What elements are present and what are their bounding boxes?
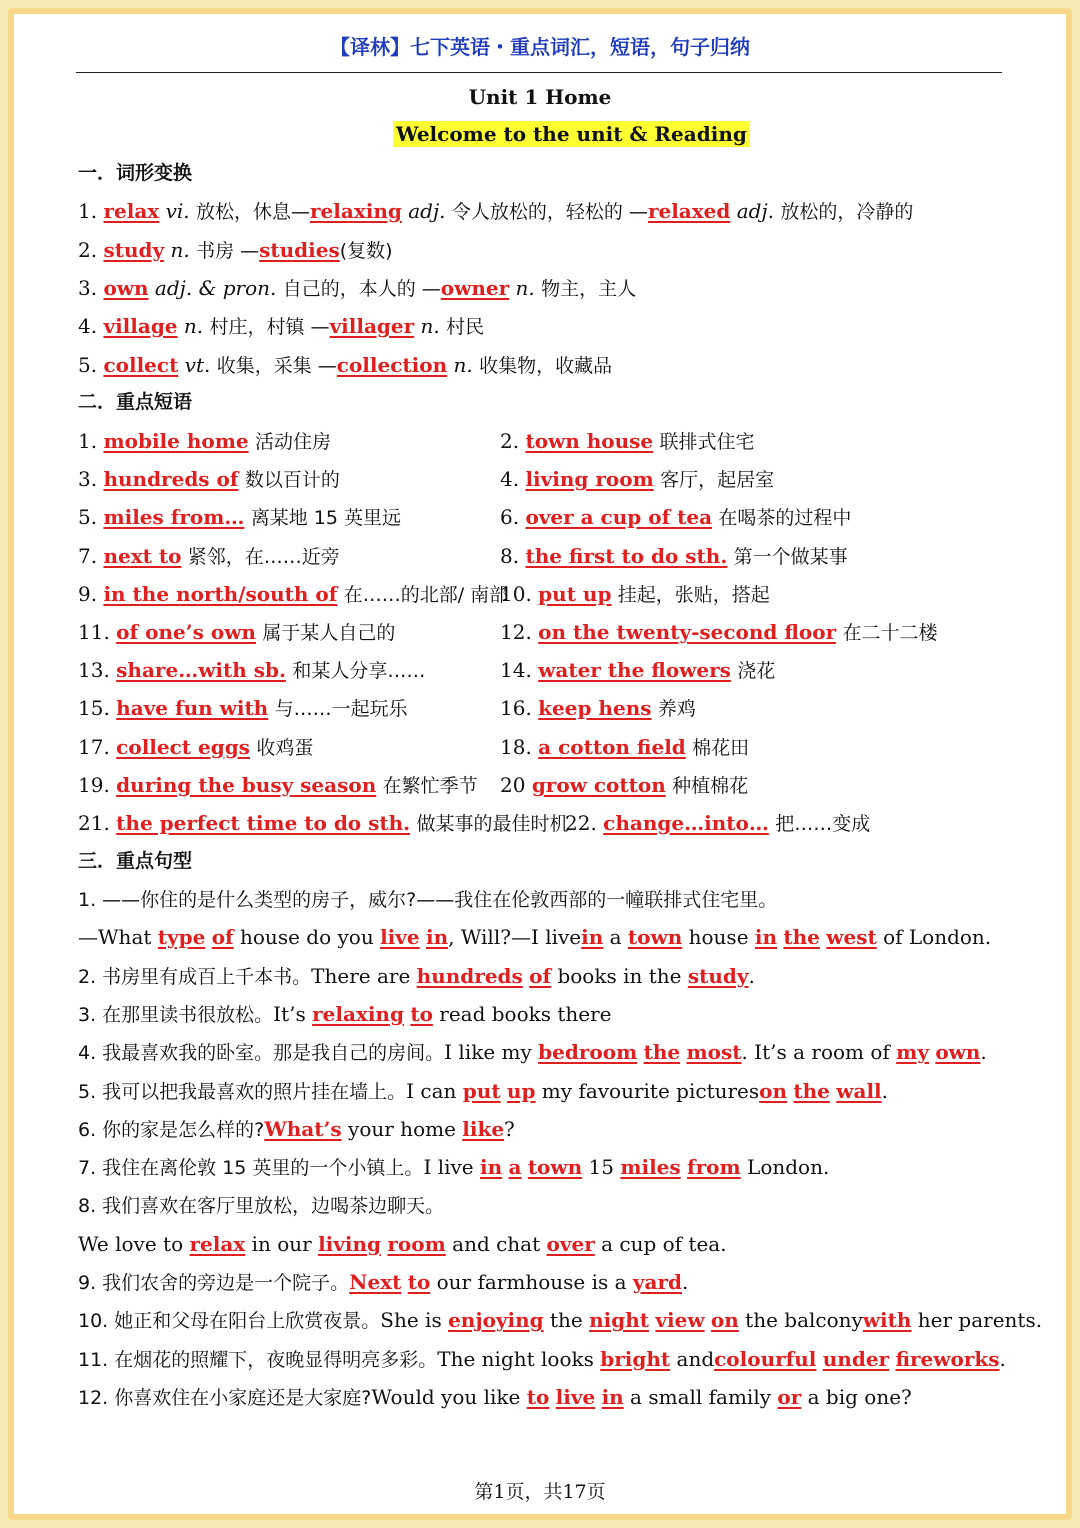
phrase-item [78, 658, 425, 683]
phrase-meaning: 收鸡蛋 [256, 736, 314, 759]
phrase-item [500, 696, 696, 721]
answer-blank: fireworks [895, 1346, 1000, 1371]
chinese-prompt: 11. 在烟花的照耀下，夜晚显得明亮多彩。 [78, 1348, 438, 1371]
word-form-item [78, 276, 636, 301]
phrase-meaning: 离某地 15 英里远 [250, 507, 402, 530]
phrase-number: 7. [78, 543, 98, 568]
answer-blank: to [526, 1384, 550, 1409]
answer-blank: or [777, 1384, 802, 1409]
sentence-text: and [670, 1346, 715, 1371]
phrase-item [500, 429, 755, 454]
answer-blank: with [862, 1308, 912, 1333]
answer-blank: live [380, 925, 420, 950]
part-of-speech: adj. [408, 199, 446, 223]
chinese-prompt: 5. 我可以把我最喜欢的照片挂在墙上。 [78, 1080, 407, 1103]
answer-blank: What’s [264, 1116, 342, 1141]
sentence-text: I can [406, 1078, 463, 1103]
answer-blank: west [826, 925, 877, 950]
phrase-number: 12. [500, 620, 532, 644]
phrase-number: 17. [78, 734, 110, 759]
word-form-item [78, 314, 484, 339]
phrase-item-21 [78, 811, 568, 836]
answer-blank: colourful [714, 1346, 817, 1371]
chinese-prompt: 1. ——你住的是什么类型的房子，威尔?——我住在伦敦西部的一幢联排式住宅里。 [78, 889, 778, 911]
phrase-answer: hundreds of [103, 467, 239, 492]
phrase-answer: put up [538, 581, 612, 606]
sentence-text: the balcony [738, 1308, 863, 1333]
item-number: 5. [78, 353, 98, 377]
answer-blank: on [710, 1308, 739, 1333]
word-answer: study [103, 238, 165, 262]
word-answer: collection [336, 353, 448, 377]
word-answer: relaxed [647, 199, 731, 223]
answer-blank: in [581, 925, 604, 950]
answer-blank: in [754, 925, 778, 950]
phrase-item [78, 773, 478, 798]
word-meaning: 收集，采集 — [216, 355, 337, 377]
phrase-item [500, 505, 851, 530]
phrase-answer: change…into… [603, 811, 769, 835]
sentence-text: . It’s a room of [741, 1040, 897, 1065]
sentence-line [78, 1117, 515, 1142]
sentence-text: my favourite pictures [535, 1078, 760, 1103]
word-answer: owner [440, 276, 510, 300]
answer-blank: up [506, 1078, 536, 1103]
sentence-text: the [543, 1308, 590, 1333]
word-meaning: 村庄，村镇 — [209, 316, 330, 338]
sentence-text: . [980, 1040, 987, 1065]
phrase-meaning: 在繁忙季节 [382, 774, 478, 797]
sentence-line [78, 1270, 688, 1295]
sentence-text: house [682, 925, 755, 950]
sentence-text: There are [311, 963, 417, 988]
word-meaning: 放松，休息— [195, 201, 310, 223]
phrase-meaning: 种植棉花 [672, 774, 749, 797]
phrase-answer: over a cup of tea [525, 505, 713, 530]
phrase-item [500, 467, 774, 492]
answer-blank: miles [620, 1155, 681, 1180]
phrase-number: 10. [500, 581, 532, 606]
part-of-speech: n. [515, 276, 535, 300]
answer-blank: of [529, 963, 552, 988]
phrase-meaning: 客厅，起居室 [660, 469, 775, 492]
word-meaning: 村民 [446, 316, 485, 338]
sentence-text: read books there [432, 1001, 612, 1026]
answer-blank: enjoying [448, 1308, 544, 1333]
answer-blank: my [896, 1040, 929, 1065]
sentence-text: London. [740, 1155, 830, 1180]
phrase-meaning: 与……一起玩乐 [274, 698, 408, 721]
sentence-text: I live [423, 1155, 480, 1180]
word-meaning: 书房 — [196, 240, 260, 262]
chinese-prompt: 7. 我住在离伦敦 15 英里的一个小镇上。 [78, 1157, 424, 1180]
word-form-item [78, 353, 612, 378]
sentence-line [78, 887, 777, 912]
word-answer: village [103, 314, 178, 338]
answer-blank: in [479, 1155, 503, 1180]
sentence-text: your home [341, 1116, 463, 1141]
sentence-text: a big one? [801, 1384, 912, 1409]
part-of-speech: n. [183, 314, 204, 338]
item-number: 3. [78, 276, 98, 300]
sentence-text: We love to [78, 1231, 190, 1256]
sentence-text: a small family [623, 1384, 778, 1409]
answer-blank: study [687, 963, 749, 988]
answer-blank: type [157, 925, 206, 950]
sentence-text: books in the [551, 963, 688, 988]
phrase-item [500, 735, 749, 760]
word-meaning: 自己的，本人的 — [282, 278, 441, 300]
sentence-text: a [603, 925, 628, 950]
answer-blank: of [211, 925, 234, 950]
answer-blank: town [527, 1155, 583, 1180]
word-meaning: (复数) [339, 240, 393, 262]
sentence-text: . [999, 1346, 1006, 1371]
word-answer: villager [329, 314, 415, 338]
chinese-prompt: 8. 我们喜欢在客厅里放松，边喝茶边聊天。 [78, 1195, 445, 1218]
answer-blank: view [655, 1308, 705, 1333]
phrase-meaning: 紧邻，在……近旁 [187, 545, 340, 568]
phrase-item [78, 505, 401, 530]
phrase-meaning: 活动住房 [254, 431, 331, 453]
section-title-word-forms: 一．词形变换 [78, 162, 193, 184]
phrase-answer: keep hens [538, 696, 652, 721]
sentence-line [78, 1232, 727, 1256]
chinese-prompt: 12. 你喜欢住在小家庭还是大家庭? [78, 1386, 372, 1409]
unit-title: Unit 1 Home [468, 85, 612, 109]
phrase-answer: the perfect time to do sth. [116, 811, 411, 835]
phrase-item [78, 735, 313, 760]
phrase-answer: mobile home [103, 429, 249, 453]
sentence-line [78, 1040, 987, 1065]
answer-blank: relaxing [312, 1001, 404, 1026]
sentence-text: I like my [444, 1040, 539, 1065]
part-of-speech: n. [170, 238, 190, 262]
sentence-text: in our [245, 1231, 319, 1256]
word-meaning: 令人放松的，轻松的 — [451, 201, 648, 223]
answer-blank: a [508, 1155, 522, 1180]
phrase-item [78, 696, 408, 721]
answer-blank: in [601, 1384, 624, 1409]
sentence-text: a cup of tea. [594, 1231, 727, 1256]
phrase-item [500, 582, 770, 607]
phrase-answer: the first to do sth. [525, 543, 728, 568]
answer-blank: night [589, 1308, 650, 1333]
chinese-prompt: 6. 你的家是怎么样的? [78, 1118, 265, 1141]
answer-blank: bedroom [538, 1040, 638, 1065]
phrase-meaning: 第一个做某事 [733, 545, 848, 568]
phrase-answer: on the twenty-second floor [538, 620, 837, 644]
phrase-meaning: 数以百计的 [244, 469, 340, 492]
part-of-speech: adj. [736, 199, 775, 223]
answer-blank: over [546, 1231, 595, 1256]
phrase-meaning: 做某事的最佳时机 [416, 813, 569, 835]
sentence-text: , Will?—I live [448, 925, 582, 950]
answer-blank: the [643, 1040, 681, 1065]
answer-blank: the [793, 1078, 830, 1103]
answer-blank: wall [836, 1078, 882, 1103]
sentence-text: Would you like [371, 1384, 527, 1409]
phrase-meaning: 在喝茶的过程中 [718, 507, 852, 530]
sentence-line [78, 1079, 888, 1104]
answer-blank: own [935, 1040, 981, 1065]
phrase-meaning: 把……变成 [775, 813, 871, 835]
phrase-item [78, 582, 508, 607]
answer-blank: the [783, 925, 820, 950]
word-answer: relaxing [310, 199, 402, 223]
phrase-number: 9. [78, 581, 98, 606]
sentence-line [78, 964, 755, 989]
answer-blank: on [759, 1078, 788, 1103]
answer-blank: from [687, 1155, 741, 1180]
part-of-speech: n. [420, 314, 440, 338]
word-answer: collect [103, 353, 179, 377]
phrase-meaning: 浇花 [737, 660, 776, 683]
sentence-line [78, 1002, 612, 1027]
sentence-line [78, 1385, 912, 1410]
phrase-item [500, 544, 848, 569]
sentence-text: She is [380, 1308, 449, 1333]
part-of-speech: n. [453, 353, 473, 377]
word-form-item [78, 199, 913, 224]
phrase-number: 22. [565, 811, 597, 835]
header-rule [76, 72, 1002, 73]
answer-blank: town [627, 925, 683, 950]
chinese-prompt: 4. 我最喜欢我的卧室。那是我自己的房间。 [78, 1042, 445, 1065]
phrase-item [78, 544, 340, 569]
phrase-meaning: 棉花田 [692, 736, 750, 759]
phrase-answer: town house [525, 429, 654, 453]
word-answer: relax [103, 199, 160, 223]
word-meaning: 放松的，冷静的 [780, 201, 914, 223]
phrase-item-22 [565, 811, 870, 836]
answer-blank: hundreds [416, 963, 523, 988]
chinese-prompt: 10. 她正和父母在阳台上欣赏夜景。 [78, 1310, 381, 1333]
sentence-line [78, 1155, 829, 1180]
phrase-number: 2. [500, 429, 520, 453]
phrase-number: 3. [78, 467, 98, 492]
phrase-number: 19. [78, 772, 110, 797]
answer-blank: put [462, 1078, 501, 1103]
sentence-text: and chat [445, 1231, 547, 1256]
phrase-number: 18. [500, 734, 532, 759]
sentence-line [78, 925, 991, 949]
phrase-answer: a cotton field [538, 734, 686, 759]
sentence-text: It’s [273, 1001, 313, 1026]
phrase-answer: living room [525, 467, 654, 492]
phrase-item [78, 620, 395, 645]
document-header: 【译林】七下英语・重点词汇，短语，句子归纳 [330, 35, 750, 59]
phrase-answer: in the north/south of [103, 581, 338, 606]
answer-blank: relax [189, 1231, 246, 1256]
item-number: 4. [78, 314, 98, 338]
part-of-speech: vi. [165, 199, 190, 223]
phrase-meaning: 联排式住宅 [659, 431, 755, 453]
phrase-number: 11. [78, 620, 110, 644]
part-of-speech: adj. & pron. [154, 276, 277, 300]
phrase-number: 20 [500, 772, 526, 797]
phrase-number: 6. [500, 505, 520, 530]
phrase-answer: share…with sb. [116, 658, 286, 683]
sentence-line [78, 1193, 444, 1218]
answer-blank: living [318, 1231, 382, 1256]
phrase-item [500, 773, 748, 798]
sentence-text: . [881, 1078, 889, 1103]
sentence-text: . [682, 1270, 689, 1294]
phrase-meaning: 和某人分享…… [292, 660, 426, 683]
phrase-answer: water the flowers [538, 658, 731, 683]
phrase-meaning: 在……的北部/ 南部 [343, 583, 509, 606]
phrase-meaning: 挂起，张贴，搭起 [617, 583, 770, 606]
sentence-text: The night looks [437, 1346, 601, 1371]
answer-blank: in [425, 925, 449, 950]
phrase-number: 4. [500, 467, 520, 492]
answer-blank: to [410, 1001, 433, 1026]
word-meaning: 物主，主人 [541, 278, 637, 300]
section-title-sentences: 三．重点句型 [78, 850, 193, 872]
phrase-answer: miles from… [103, 505, 245, 530]
phrase-number: 5. [78, 505, 98, 530]
phrase-number: 21. [78, 811, 110, 835]
answer-blank: Next [349, 1270, 402, 1294]
chinese-prompt: 2. 书房里有成百上千本书。 [78, 965, 312, 988]
sentence-text: her parents. [911, 1308, 1043, 1333]
sentence-text: house do you [233, 925, 381, 950]
phrase-meaning: 养鸡 [657, 698, 696, 721]
phrase-answer: have fun with [116, 696, 269, 721]
sentence-line [78, 1308, 1042, 1333]
phrase-answer: grow cotton [531, 772, 666, 797]
phrase-number: 1. [78, 429, 98, 453]
chinese-prompt: 3. 在那里读书很放松。 [78, 1003, 274, 1026]
phrase-number: 15. [78, 696, 110, 721]
phrase-item [500, 658, 775, 683]
answer-blank: to [407, 1270, 431, 1294]
answer-blank: most [686, 1040, 742, 1065]
word-meaning: 收集物，收藏品 [479, 355, 613, 377]
answer-blank: bright [600, 1346, 671, 1371]
phrase-number: 13. [78, 658, 110, 683]
word-answer: studies [259, 238, 340, 262]
phrase-answer: next to [103, 543, 182, 568]
word-answer: own [103, 276, 149, 300]
section-title-phrases: 二．重点短语 [78, 391, 193, 413]
phrase-meaning: 属于某人自己的 [262, 622, 396, 644]
sentence-text: our farmhouse is a [430, 1270, 633, 1294]
sentence-text: of London. [876, 925, 992, 950]
sentence-text: ? [504, 1116, 515, 1141]
phrase-item [78, 467, 340, 492]
answer-blank: under [822, 1346, 890, 1371]
sentence-text: —What [78, 925, 158, 950]
phrase-answer: during the busy season [116, 772, 377, 797]
sentence-line [78, 1347, 1006, 1372]
phrase-answer: collect eggs [116, 734, 250, 759]
phrase-meaning: 在二十二楼 [842, 622, 938, 644]
phrase-item [78, 429, 331, 454]
item-number: 1. [78, 199, 98, 223]
chinese-prompt: 9. 我们农舍的旁边是一个院子。 [78, 1272, 350, 1294]
page-footer: 第1页，共17页 [474, 1481, 606, 1503]
word-form-item [78, 238, 393, 263]
phrase-answer: of one’s own [116, 620, 256, 644]
phrase-number: 8. [500, 543, 520, 568]
answer-blank: room [387, 1231, 446, 1256]
sentence-text: . [748, 963, 755, 988]
phrase-number: 14. [500, 658, 532, 683]
phrase-item [500, 620, 938, 645]
part-of-speech: vt. [184, 353, 211, 377]
answer-blank: like [462, 1116, 505, 1141]
answer-blank: live [555, 1384, 596, 1409]
item-number: 2. [78, 238, 98, 262]
sentence-text: 15 [582, 1155, 621, 1180]
phrase-number: 16. [500, 696, 532, 721]
section-subtitle: Welcome to the unit & Reading [393, 121, 750, 147]
answer-blank: yard [632, 1270, 682, 1294]
